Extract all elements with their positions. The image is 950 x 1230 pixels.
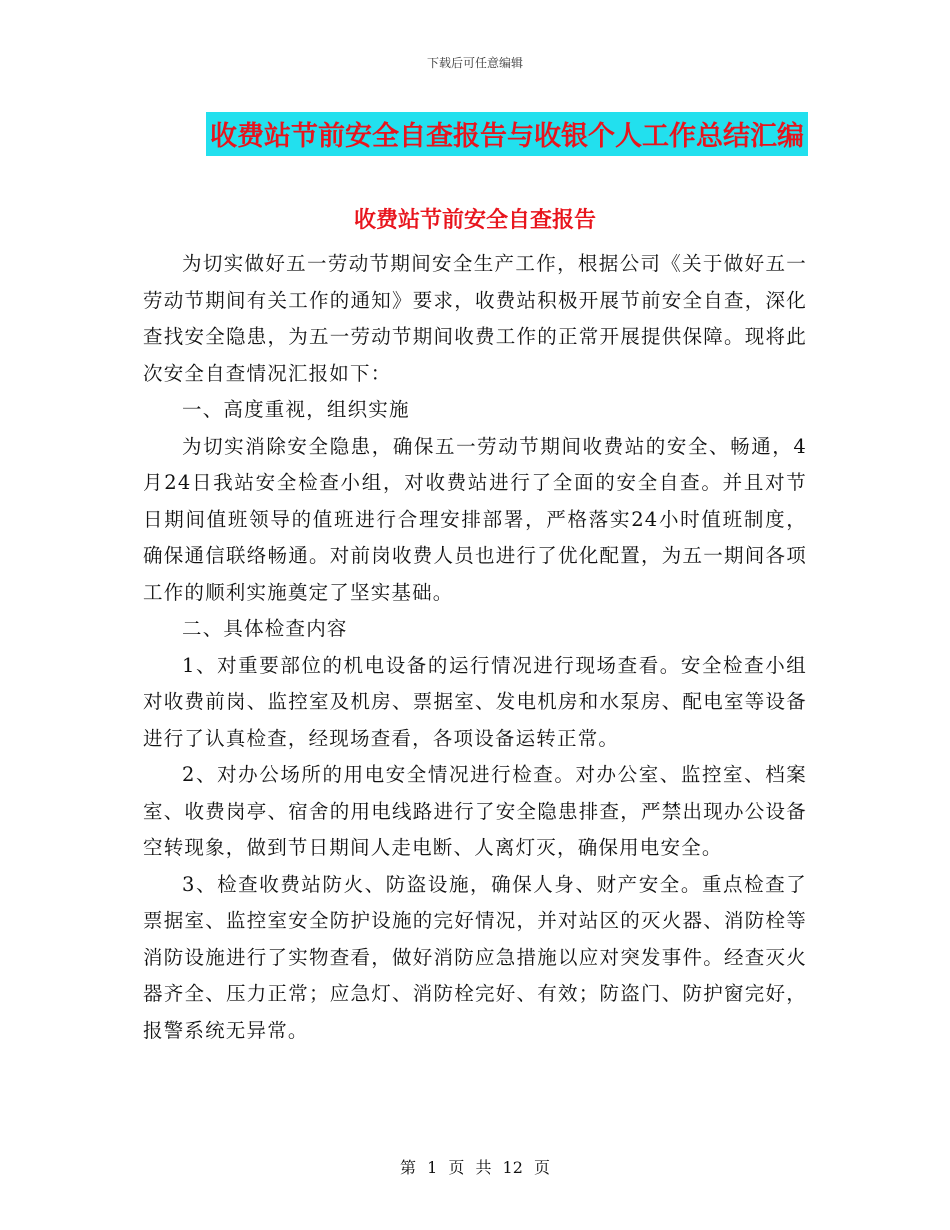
paragraph-organize: 为切实消除安全隐患，确保五一劳动节期间收费站的安全、畅通，4月24日我站安全检查小组，对收费站进行了全面的安全自查。并且对节日期间值班领导的值班进行合理安排部署，严格落实24小时值班制度，确保通信联络畅通。对前岗收费人员也进行了优化配置，为五一期间各项工作的顺利实施奠定了坚实基础。 (143, 434, 807, 604)
heading-inspection: 二、具体检查内容 (182, 617, 348, 640)
paragraph-intro: 为切实做好五一劳动节期间安全生产工作，根据公司《关于做好五一劳动节期间有关工作的通知》要求，收费站积极开展节前安全自查，深化查找安全隐患，为五一劳动节期间收费工作的正常开展提供保障。现将此次安全自查情况汇报如下： (143, 252, 807, 385)
page-number-footer: 第 1 页 共 12 页 (400, 1158, 550, 1177)
paragraph-item-3: 3、检查收费站防火、防盗设施，确保人身、财产安全。重点检查了票据室、监控室安全防护设施的完好情况，并对站区的灭火器、消防栓等消防设施进行了实物查看，做好消防应急措施以应对突发事件。经查灭火器齐全、压力正常；应急灯、消防栓完好、有效；防盗门、防护窗完好，报警系统无异常。 (143, 872, 807, 1042)
section-title: 收费站节前安全自查报告 (353, 208, 596, 233)
document-body (143, 246, 807, 1049)
paragraph-item-2: 2、对办公场所的用电安全情况进行检查。对办公室、监控室、档案室、收费岗亭、宿舍的用电线路进行了安全隐患排查，严禁出现办公设备空转现象，做到节日期间人走电断、人离灯灭，确保用电安全。 (143, 763, 807, 859)
heading-organize: 一、高度重视，组织实施 (182, 398, 410, 421)
page-header-note: 下载后可任意编辑 (426, 56, 523, 70)
paragraph-item-1: 1、对重要部位的机电设备的运行情况进行现场查看。安全检查小组对收费前岗、监控室及机房、票据室、发电机房和水泵房、配电室等设备进行了认真检查，经现场查看，各项设备运转正常。 (143, 653, 807, 750)
document-title: 收费站节前安全自查报告与收银个人工作总结汇编 (206, 112, 808, 156)
